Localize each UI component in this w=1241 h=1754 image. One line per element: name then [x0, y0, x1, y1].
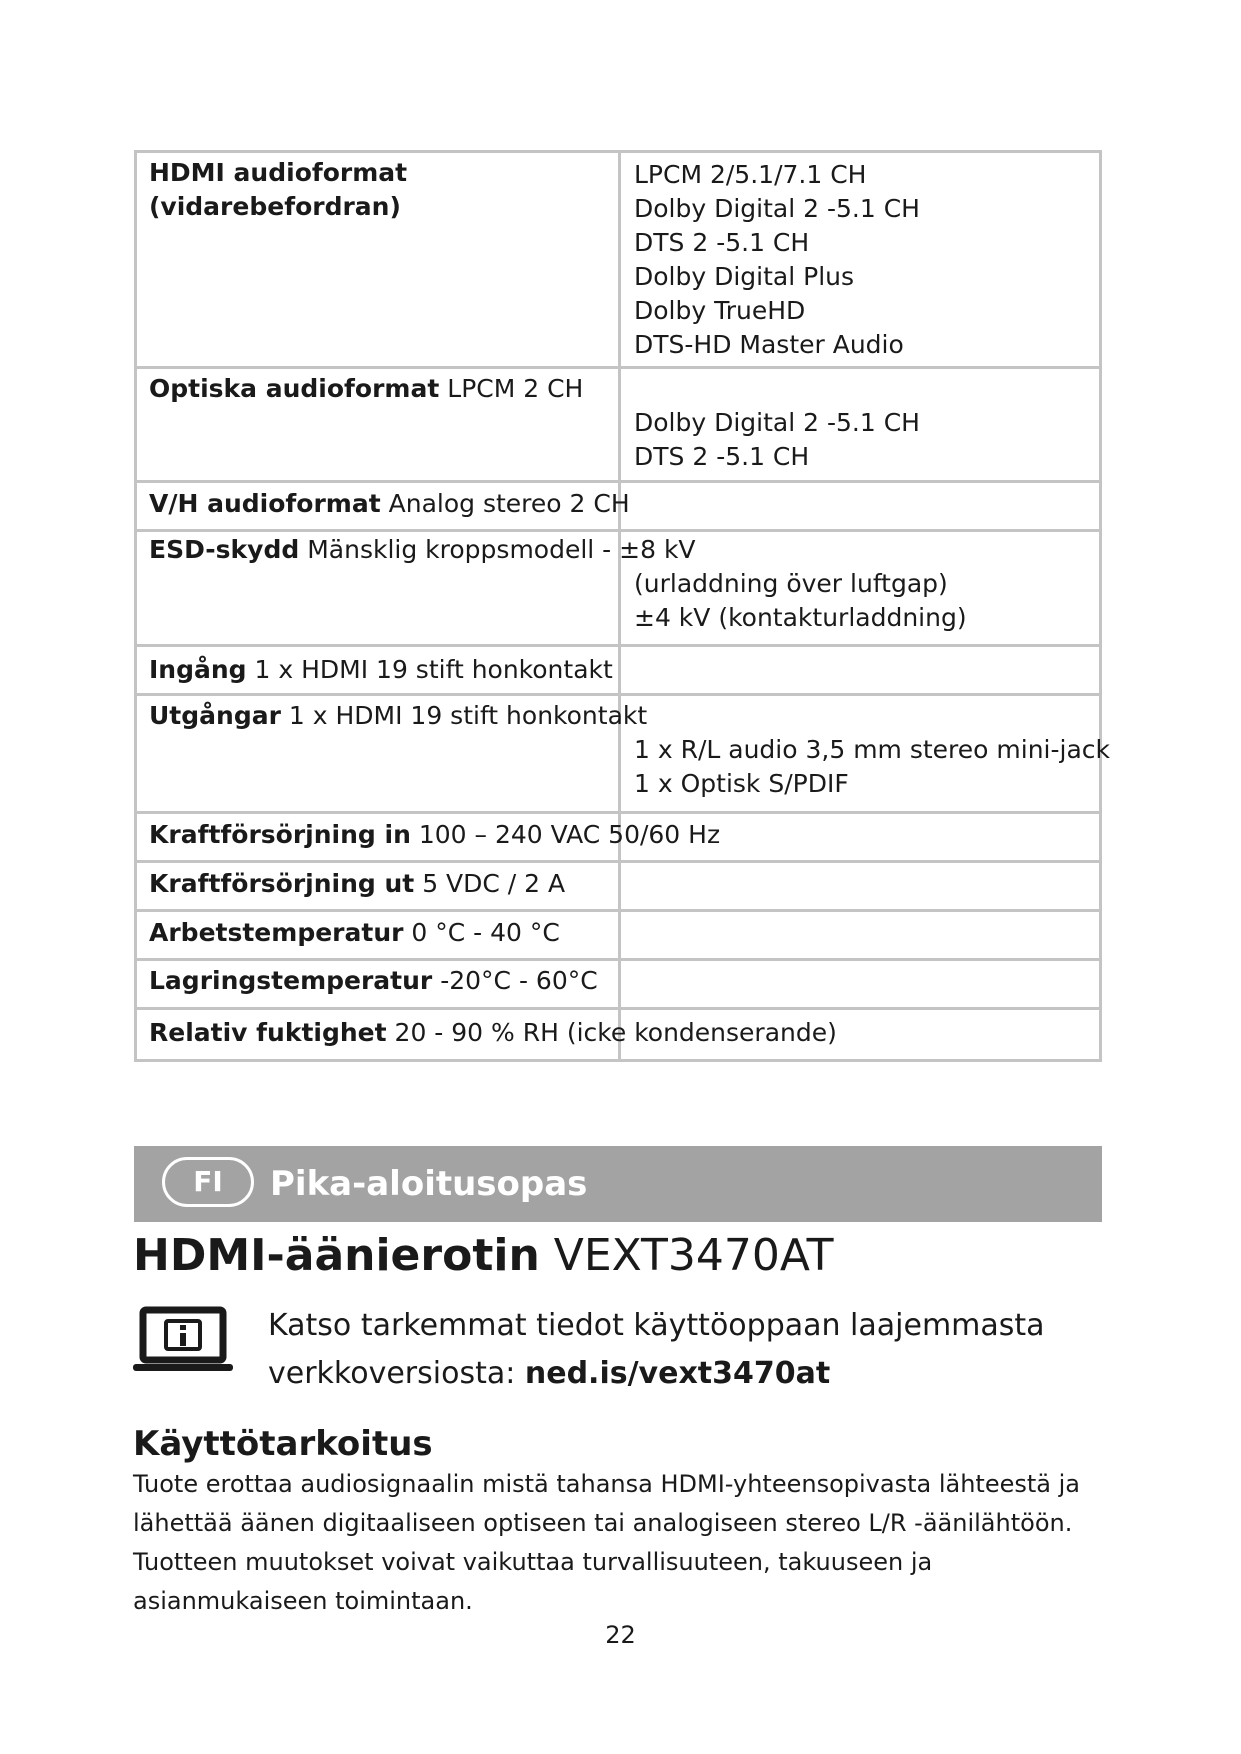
column-divider	[618, 153, 621, 366]
row-inline-value: 100 – 240 VAC 50/60 Hz	[418, 820, 721, 849]
body-line: asianmukaiseen toimintaan.	[133, 1587, 473, 1615]
table-row	[137, 369, 1099, 483]
table-row	[137, 696, 1111, 814]
row-label: Utgångar	[149, 701, 281, 730]
table-row	[137, 961, 1099, 1010]
row-label: Relativ fuktighet	[149, 1018, 387, 1047]
row-label: ESD-skydd	[149, 535, 300, 564]
table-row	[137, 647, 1099, 696]
row-label-line	[149, 916, 560, 950]
row-label-continued: (vidarebefordran)	[149, 192, 401, 221]
section-bar	[134, 1146, 1102, 1222]
column-divider	[618, 647, 621, 693]
table-row	[137, 483, 1099, 532]
row-inline-value: 0 °C - 40 °C	[411, 918, 560, 947]
table-row	[137, 153, 1099, 369]
row-label-line	[149, 699, 647, 733]
row-label: Lagringstemperatur	[149, 966, 433, 995]
row-inline-value: 1 x HDMI 19 stift honkontakt	[254, 655, 613, 684]
column-divider	[618, 961, 621, 1007]
row-label: HDMI audioformat	[149, 158, 408, 187]
row-value: ±4 kV (kontakturladdning)	[634, 603, 967, 632]
table-row	[137, 863, 1099, 912]
row-inline-value: 20 - 90 % RH (icke kondenserande)	[394, 1018, 837, 1047]
row-label: V/H audioformat	[149, 489, 381, 518]
table-row	[137, 1010, 1099, 1059]
row-value: LPCM 2/5.1/7.1 CH	[634, 160, 867, 189]
page-number: 22	[605, 1621, 636, 1649]
row-value: 1 x Optisk S/PDIF	[634, 769, 849, 798]
product-title-bold: HDMI-äänierotin	[133, 1230, 540, 1281]
row-label-line	[149, 867, 565, 901]
body-line: lähettää äänen digitaaliseen optiseen tai analogiseen stereo L/R -äänilähtöön.	[133, 1509, 1073, 1537]
row-label-line	[149, 964, 598, 998]
spec-table	[134, 150, 1111, 1062]
section-heading: Käyttötarkoitus	[133, 1424, 433, 1464]
product-title	[133, 1226, 833, 1286]
table-row	[137, 532, 1099, 647]
row-value: DTS 2 -5.1 CH	[634, 442, 810, 471]
row-label: Kraftförsörjning in	[149, 820, 411, 849]
manual-reference	[268, 1302, 1045, 1398]
laptop-info-icon	[133, 1306, 233, 1376]
row-value: Dolby Digital Plus	[634, 262, 855, 291]
row-label: Arbetstemperatur	[149, 918, 404, 947]
manual-link[interactable]: ned.is/vext3470at	[524, 1356, 831, 1391]
row-value: Dolby Digital 2 -5.1 CH	[634, 408, 920, 437]
row-label: Ingång	[149, 655, 247, 684]
section-bar-title: Pika-aloitusopas	[270, 1164, 588, 1204]
row-inline-value: Mänsklig kroppsmodell - ±8 kV	[307, 535, 696, 564]
language-badge: FI	[162, 1157, 254, 1207]
row-value: DTS 2 -5.1 CH	[634, 228, 810, 257]
row-value: 1 x R/L audio 3,5 mm stereo mini-jack	[634, 735, 1111, 764]
row-inline-value: 1 x HDMI 19 stift honkontakt	[288, 701, 648, 730]
row-value: Dolby Digital 2 -5.1 CH	[634, 194, 920, 223]
row-value: DTS-HD Master Audio	[634, 330, 904, 359]
reference-line: Katso tarkemmat tiedot käyttöoppaan laajemmasta	[268, 1308, 1045, 1343]
row-label-line	[149, 818, 720, 852]
body-line: Tuotteen muutokset voivat vaikuttaa turvallisuuteen, takuuseen ja	[133, 1548, 933, 1576]
row-label: Kraftförsörjning ut	[149, 869, 415, 898]
row-inline-value: 5 VDC / 2 A	[422, 869, 566, 898]
table-row	[137, 912, 1099, 961]
row-inline-value: -20°C - 60°C	[440, 966, 598, 995]
table-row	[137, 814, 1099, 863]
reference-line	[268, 1350, 1045, 1398]
row-inline-value: LPCM 2 CH	[447, 374, 584, 403]
column-divider	[618, 863, 621, 909]
row-label-line	[149, 487, 630, 521]
row-label-line	[149, 372, 583, 406]
row-label-line	[149, 653, 613, 687]
row-label: Optiska audioformat	[149, 374, 440, 403]
row-value: (urladdning över luftgap)	[634, 569, 948, 598]
column-divider	[618, 369, 621, 480]
row-label-line	[149, 533, 696, 567]
row-label-line	[149, 1016, 837, 1050]
row-value: Dolby TrueHD	[634, 296, 806, 325]
row-inline-value: Analog stereo 2 CH	[388, 489, 630, 518]
reference-prefix: verkkoversiosta:	[268, 1356, 525, 1391]
body-line: Tuote erottaa audiosignaalin mistä tahansa HDMI-yhteensopivasta lähteestä ja	[133, 1470, 1080, 1498]
column-divider	[618, 912, 621, 958]
product-model: VEXT3470AT	[553, 1230, 834, 1281]
intended-use-text	[133, 1465, 1103, 1621]
